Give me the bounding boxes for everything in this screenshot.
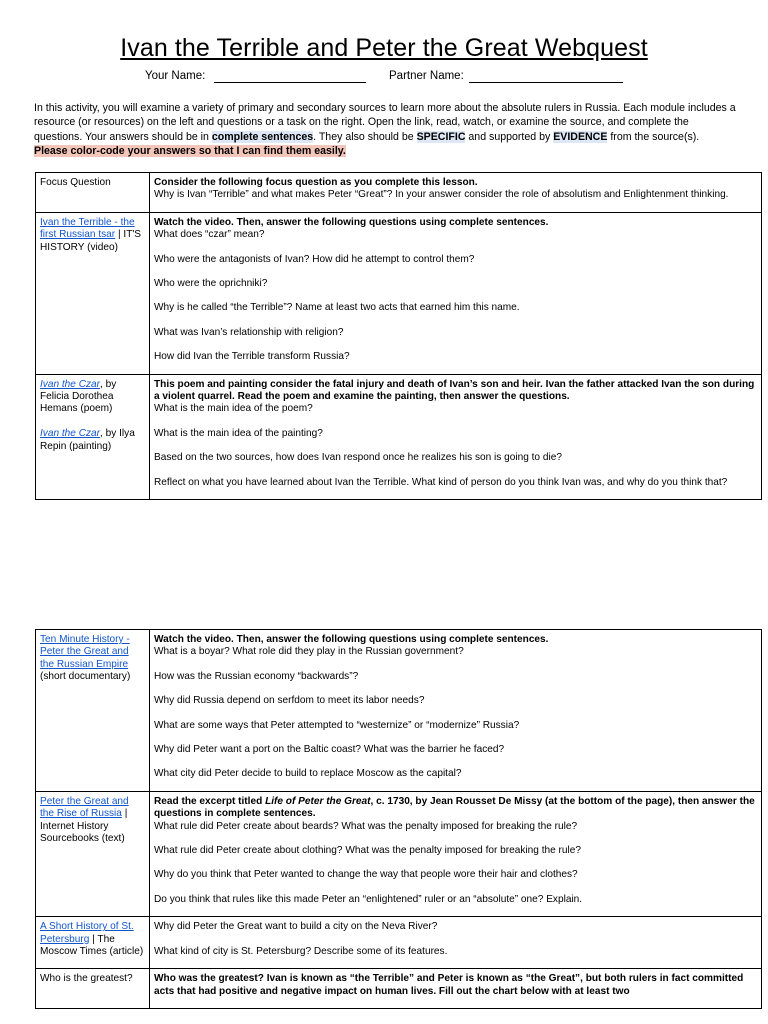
- question: Based on the two sources, how does Ivan respond once he realizes his son is going to die?: [154, 452, 562, 464]
- row-heading: Consider the following focus question as you complete this lesson.: [154, 177, 478, 188]
- source-cell: [36, 212, 150, 374]
- link-st-petersburg[interactable]: A Short History of St. Petersburg: [40, 921, 134, 945]
- source-info: | Internet History Sourcebooks (text): [40, 808, 128, 845]
- row-heading: Watch the video. Then, answer the following questions using complete sentences.: [154, 216, 549, 228]
- table-row: [36, 969, 762, 1009]
- link-ten-minute-history[interactable]: Ten Minute History - Peter the Great and the Russian Empire: [40, 634, 130, 670]
- row-heading: Who was the greatest? Ivan is known as “the Terrible” and Peter is known as “the Great”, but both rulers in fact committed acts that had positive and negative impact on human lives. Fill out the chart below with at least two: [154, 973, 744, 997]
- instructions-paragraph: [34, 101, 739, 158]
- table-row: [36, 917, 762, 969]
- table-row: [36, 212, 762, 374]
- source-info: , by Felicia Dorothea Hemans (poem): [40, 378, 117, 415]
- question-cell: [150, 791, 762, 916]
- source-cell: [36, 917, 150, 969]
- link-rise-of-russia[interactable]: Peter the Great and the Rise of Russia: [40, 795, 129, 820]
- table-row: [36, 630, 762, 792]
- question: What are some ways that Peter attempted to “westernize” or “modernize” Russia?: [154, 719, 520, 731]
- greatest-label: Who is the greatest?: [36, 969, 150, 1009]
- link-ivan-poem[interactable]: Ivan the Czar: [40, 378, 101, 390]
- focus-content: [150, 173, 762, 213]
- question: What is a boyar? What role did they play in the Russian government?: [154, 646, 464, 658]
- intro-text: and supported by: [465, 130, 554, 143]
- row-heading: This poem and painting consider the fatal injury and death of Ivan’s son and heir. Ivan the father attacked Ivan the son during a violent quarrel. Read the poem and examine the painting, then answer the questions.: [154, 378, 755, 403]
- question: How was the Russian economy “backwards”?: [154, 670, 359, 682]
- table-row: [36, 374, 762, 499]
- heading-text: Read the excerpt titled: [154, 795, 266, 807]
- question: What rule did Peter create about beards? What was the penalty imposed for breaking the rule?: [154, 820, 578, 832]
- source-cell: [36, 630, 150, 792]
- ivan-module-table: [35, 172, 762, 500]
- table-row: [36, 791, 762, 916]
- excerpt-title: Life of Peter the Great: [265, 795, 371, 807]
- partner-name-label: Partner Name:: [389, 70, 464, 82]
- question: What kind of city is St. Petersburg? Describe some of its features.: [154, 945, 448, 957]
- question: What is the main idea of the painting?: [154, 427, 323, 439]
- your-name-line[interactable]: [214, 82, 366, 83]
- question: Why did Peter the Great want to build a city on the Neva River?: [154, 921, 438, 933]
- question: How did Ivan the Terrible transform Russia?: [154, 351, 350, 363]
- question-cell: [150, 917, 762, 969]
- row-heading: [154, 796, 757, 821]
- heading-text: , c. 1730, by Jean Rousset De Missy (at the bottom of the page), then answer the questions in complete sentences.: [154, 795, 755, 820]
- question: Why do you think that Peter wanted to change the way that people wore their hair and clothes?: [154, 869, 578, 881]
- table-row: [36, 173, 762, 213]
- source-info: | IT'S HISTORY (video): [40, 229, 142, 253]
- source-info: , by Ilya Repin (painting): [40, 428, 135, 452]
- question: Why did Russia depend on serfdom to meet its labor needs?: [154, 695, 425, 707]
- question: Who were the oprichniki?: [154, 278, 268, 290]
- question: What is the main idea of the poem?: [154, 403, 313, 415]
- source-cell: [36, 791, 150, 916]
- peter-module-table: [35, 629, 762, 1009]
- question: What was Ivan’s relationship with religion?: [154, 326, 344, 338]
- question: Who were the antagonists of Ivan? How did he attempt to control them?: [154, 253, 475, 265]
- highlight-evidence: EVIDENCE: [553, 130, 608, 143]
- question: What does “czar” mean?: [154, 229, 265, 241]
- focus-question: Why is Ivan “Terrible” and what makes Peter “Great”? In your answer consider the role of absolutism and Enlightenment thinking.: [154, 189, 729, 201]
- question: What rule did Peter create about clothing? What was the penalty imposed for breaking the rule?: [154, 845, 581, 857]
- question-cell: [150, 630, 762, 792]
- link-ivan-video[interactable]: Ivan the Terrible - the first Russian tsar: [40, 216, 135, 241]
- question: What city did Peter decide to build to replace Moscow as the capital?: [154, 768, 462, 780]
- page-title: Ivan the Terrible and Peter the Great Webquest: [120, 34, 648, 62]
- row-heading: Watch the video. Then, answer the following questions using complete sentences.: [154, 634, 549, 645]
- intro-text: In this activity, you will examine a variety of primary and secondary sources to learn more about the absolute rulers in Russia. Each module includes a resource (or resources) on the left and questions or a task on the right. Open the link, read, watch, or examine the source, and complete the questions. Your answers should be in: [34, 102, 736, 143]
- intro-text: . They also should be: [313, 130, 417, 143]
- question: Reflect on what you have learned about Ivan the Terrible. What kind of person do you think Ivan was, and why do you think that?: [154, 476, 728, 488]
- question: Why is he called “the Terrible”? Name at least two acts that earned him this name.: [154, 302, 520, 314]
- your-name-label: Your Name:: [145, 70, 206, 82]
- highlight-complete-sentences: complete sentences: [211, 130, 314, 143]
- source-info: | The Moscow Times (article): [40, 933, 144, 958]
- link-ivan-painting[interactable]: Ivan the Czar: [40, 428, 101, 440]
- source-info: (short documentary): [40, 671, 131, 683]
- question-cell: [150, 374, 762, 499]
- question-cell: [150, 969, 762, 1009]
- color-code-note: Please color-code your answers so that I can find them easily.: [34, 144, 346, 157]
- question: Why did Peter want a port on the Baltic coast? What was the barrier he faced?: [154, 744, 505, 756]
- intro-text: from the source(s).: [607, 130, 700, 143]
- question-cell: [150, 212, 762, 374]
- highlight-specific: SPECIFIC: [416, 130, 466, 143]
- partner-name-line[interactable]: [469, 82, 623, 83]
- question: Do you think that rules like this made Peter an “enlightened” ruler or an “absolute” one? Explain.: [154, 893, 583, 905]
- focus-label: Focus Question: [36, 173, 150, 213]
- source-cell: [36, 374, 150, 499]
